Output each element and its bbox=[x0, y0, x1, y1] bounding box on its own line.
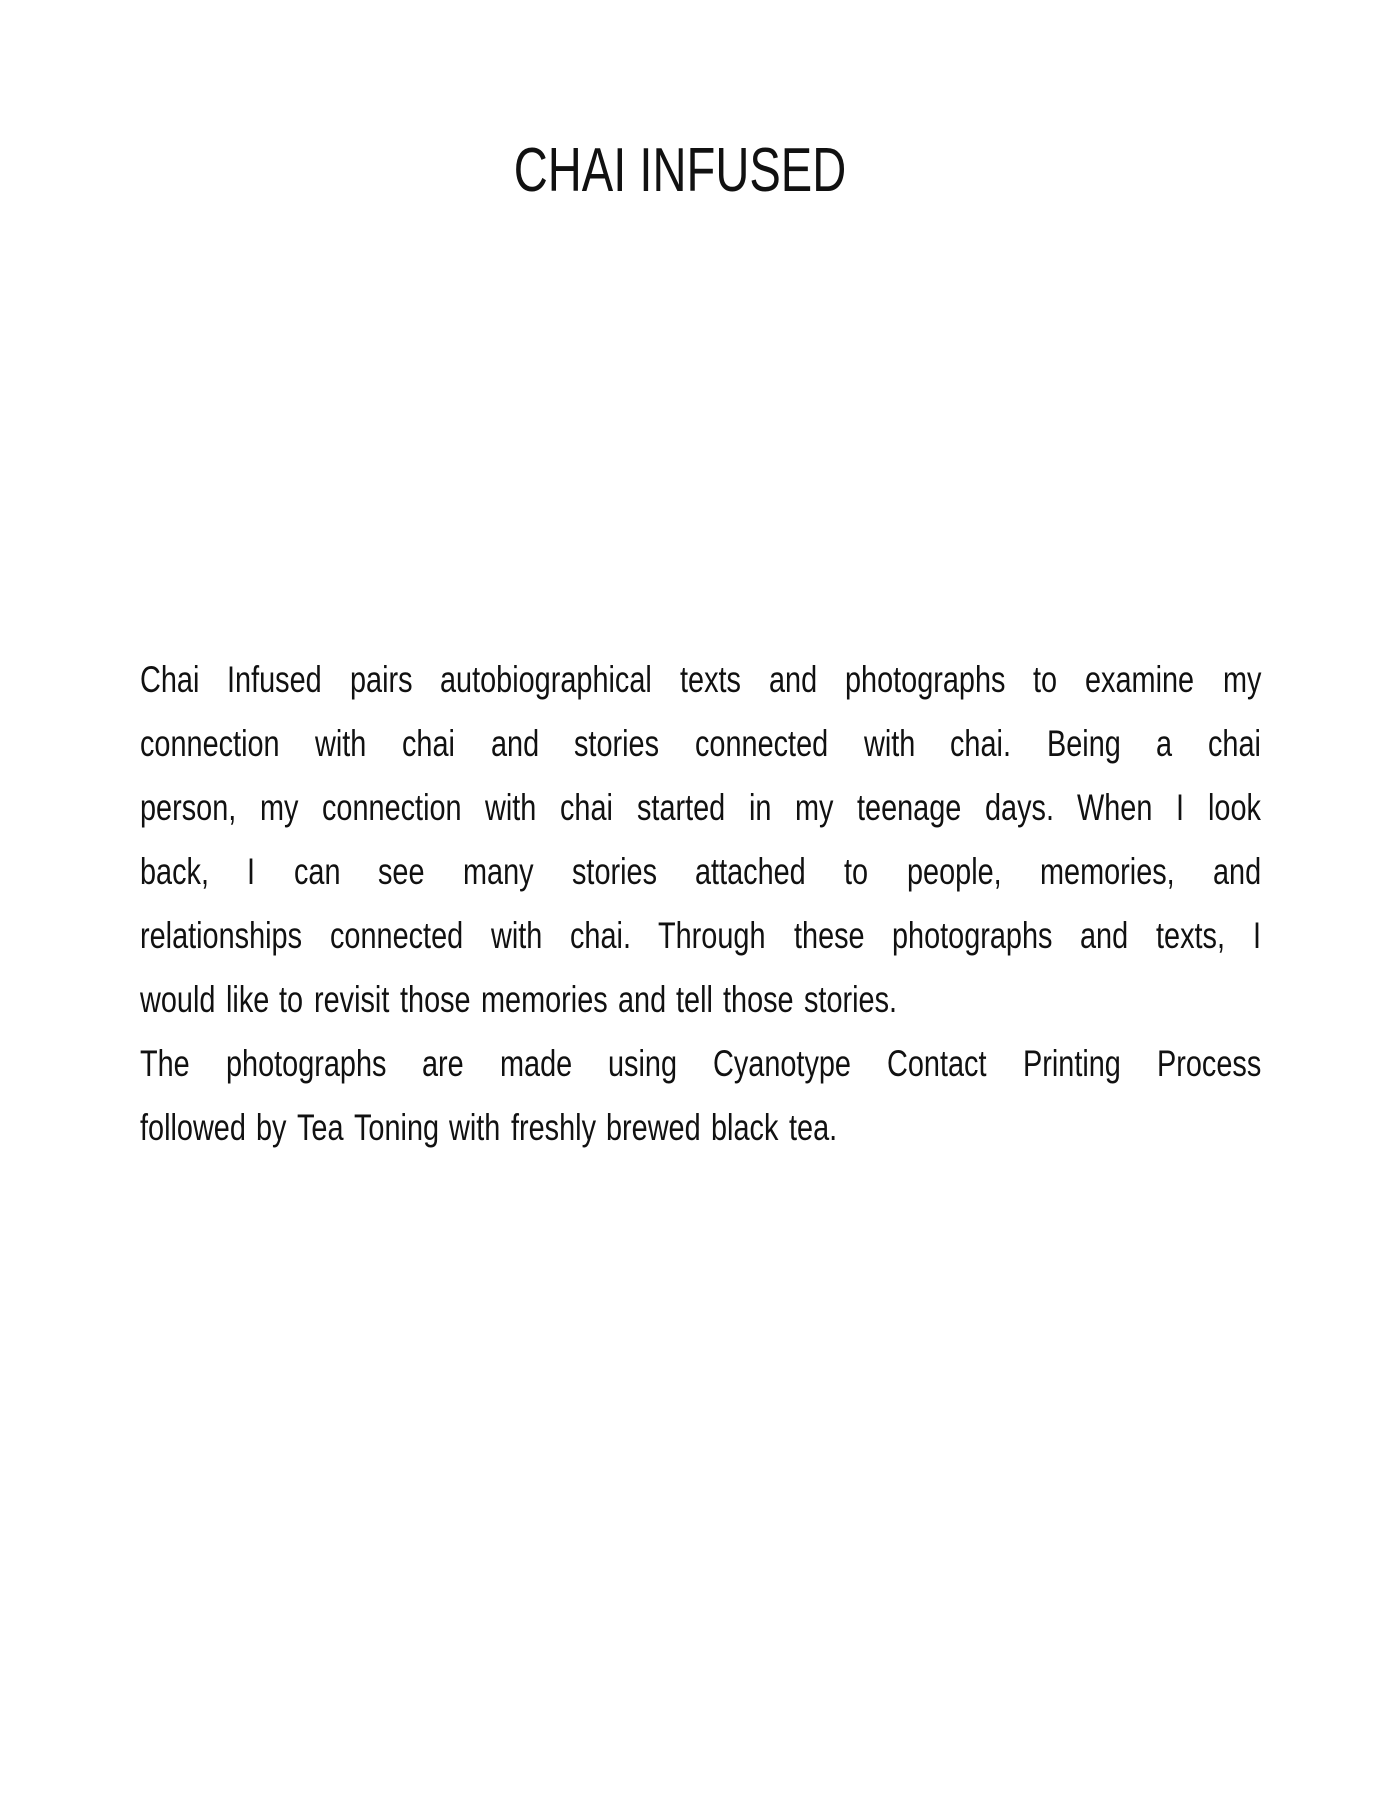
text-word: chai. bbox=[569, 915, 631, 956]
text-word: to bbox=[279, 979, 304, 1020]
text-word: Chai bbox=[140, 659, 200, 700]
text-word: chai. bbox=[950, 723, 1012, 764]
text-word: The bbox=[140, 1043, 190, 1084]
text-word: connected bbox=[694, 723, 829, 764]
text-line bbox=[140, 840, 1261, 904]
body-text bbox=[140, 648, 1261, 1160]
paragraph-process bbox=[140, 1032, 1261, 1160]
text-word: followed bbox=[140, 1107, 246, 1148]
text-word: many bbox=[463, 851, 534, 892]
text-word: and bbox=[1080, 915, 1129, 956]
text-word: with bbox=[485, 787, 537, 828]
text-word: stories bbox=[572, 851, 658, 892]
text-word: would bbox=[140, 979, 216, 1020]
text-word: stories. bbox=[804, 979, 898, 1020]
text-word: I bbox=[1252, 915, 1261, 956]
text-word: see bbox=[378, 851, 425, 892]
text-word: freshly bbox=[511, 1107, 597, 1148]
text-word: Toning bbox=[353, 1107, 440, 1148]
text-word: started bbox=[636, 787, 725, 828]
text-word: back, bbox=[140, 851, 209, 892]
text-word: autobiographical bbox=[440, 659, 653, 700]
text-word: connection bbox=[140, 723, 280, 764]
text-word: with bbox=[490, 915, 543, 956]
text-word: and bbox=[1212, 851, 1261, 892]
text-word: days. bbox=[984, 787, 1054, 828]
text-word: photographs bbox=[892, 915, 1053, 956]
text-word: to bbox=[844, 851, 869, 892]
text-word: Printing bbox=[1022, 1043, 1121, 1084]
text-word: in bbox=[748, 787, 772, 828]
text-word: to bbox=[1033, 659, 1058, 700]
text-word: Infused bbox=[227, 659, 322, 700]
text-word: by bbox=[256, 1107, 287, 1148]
text-word: connection bbox=[321, 787, 462, 828]
text-word: texts, bbox=[1156, 915, 1226, 956]
text-word: those bbox=[723, 979, 794, 1020]
text-word: stories bbox=[574, 723, 660, 764]
text-line bbox=[140, 712, 1261, 776]
text-word: brewed bbox=[606, 1107, 702, 1148]
text-word: Process bbox=[1156, 1043, 1261, 1084]
text-word: black bbox=[711, 1107, 779, 1148]
text-word: chai bbox=[402, 723, 456, 764]
text-line bbox=[140, 1096, 1261, 1160]
text-word: pairs bbox=[349, 659, 413, 700]
text-word: photographs bbox=[845, 659, 1006, 700]
text-word: look bbox=[1207, 787, 1261, 828]
text-word: those bbox=[399, 979, 471, 1020]
text-word: person, bbox=[140, 787, 237, 828]
text-word: and bbox=[490, 723, 539, 764]
text-word: Through bbox=[658, 915, 766, 956]
text-word: I bbox=[247, 851, 256, 892]
text-word: my bbox=[1222, 659, 1261, 700]
text-word: with bbox=[315, 723, 367, 764]
text-word: and bbox=[617, 979, 666, 1020]
text-word: relationships bbox=[140, 915, 303, 956]
text-word: Contact bbox=[887, 1043, 987, 1084]
text-word: using bbox=[608, 1043, 678, 1084]
text-word: photographs bbox=[225, 1043, 387, 1084]
text-line bbox=[140, 1032, 1261, 1096]
text-word: and bbox=[769, 659, 818, 700]
text-word: are bbox=[422, 1043, 465, 1084]
text-word: Being bbox=[1046, 723, 1121, 764]
text-line bbox=[140, 648, 1261, 712]
text-word: with bbox=[863, 723, 915, 764]
text-word: tell bbox=[676, 979, 713, 1020]
text-word: chai bbox=[560, 787, 614, 828]
text-word: like bbox=[225, 979, 270, 1020]
text-word: attached bbox=[695, 851, 807, 892]
text-word: revisit bbox=[313, 979, 390, 1020]
paragraph-intro bbox=[140, 648, 1261, 1032]
text-word: texts bbox=[680, 659, 742, 700]
text-word: chai bbox=[1207, 723, 1261, 764]
text-word: connected bbox=[329, 915, 463, 956]
text-word: teenage bbox=[856, 787, 962, 828]
text-word: with bbox=[449, 1107, 501, 1148]
text-line bbox=[140, 776, 1261, 840]
text-word: tea. bbox=[789, 1107, 838, 1148]
text-word: these bbox=[793, 915, 865, 956]
text-word: memories bbox=[480, 979, 608, 1020]
text-word: examine bbox=[1085, 659, 1195, 700]
text-word: can bbox=[293, 851, 341, 892]
text-word: my bbox=[259, 787, 299, 828]
text-word: memories, bbox=[1039, 851, 1175, 892]
text-word: When bbox=[1077, 787, 1153, 828]
page-title: CHAI INFUSED bbox=[513, 136, 847, 205]
text-line bbox=[140, 904, 1261, 968]
text-word: made bbox=[500, 1043, 573, 1084]
text-word: I bbox=[1176, 787, 1185, 828]
text-word: Cyanotype bbox=[713, 1043, 852, 1084]
text-word: Tea bbox=[297, 1107, 344, 1148]
text-line bbox=[140, 968, 1261, 1032]
text-word: a bbox=[1156, 723, 1173, 764]
text-word: my bbox=[794, 787, 834, 828]
text-word: people, bbox=[906, 851, 1002, 892]
